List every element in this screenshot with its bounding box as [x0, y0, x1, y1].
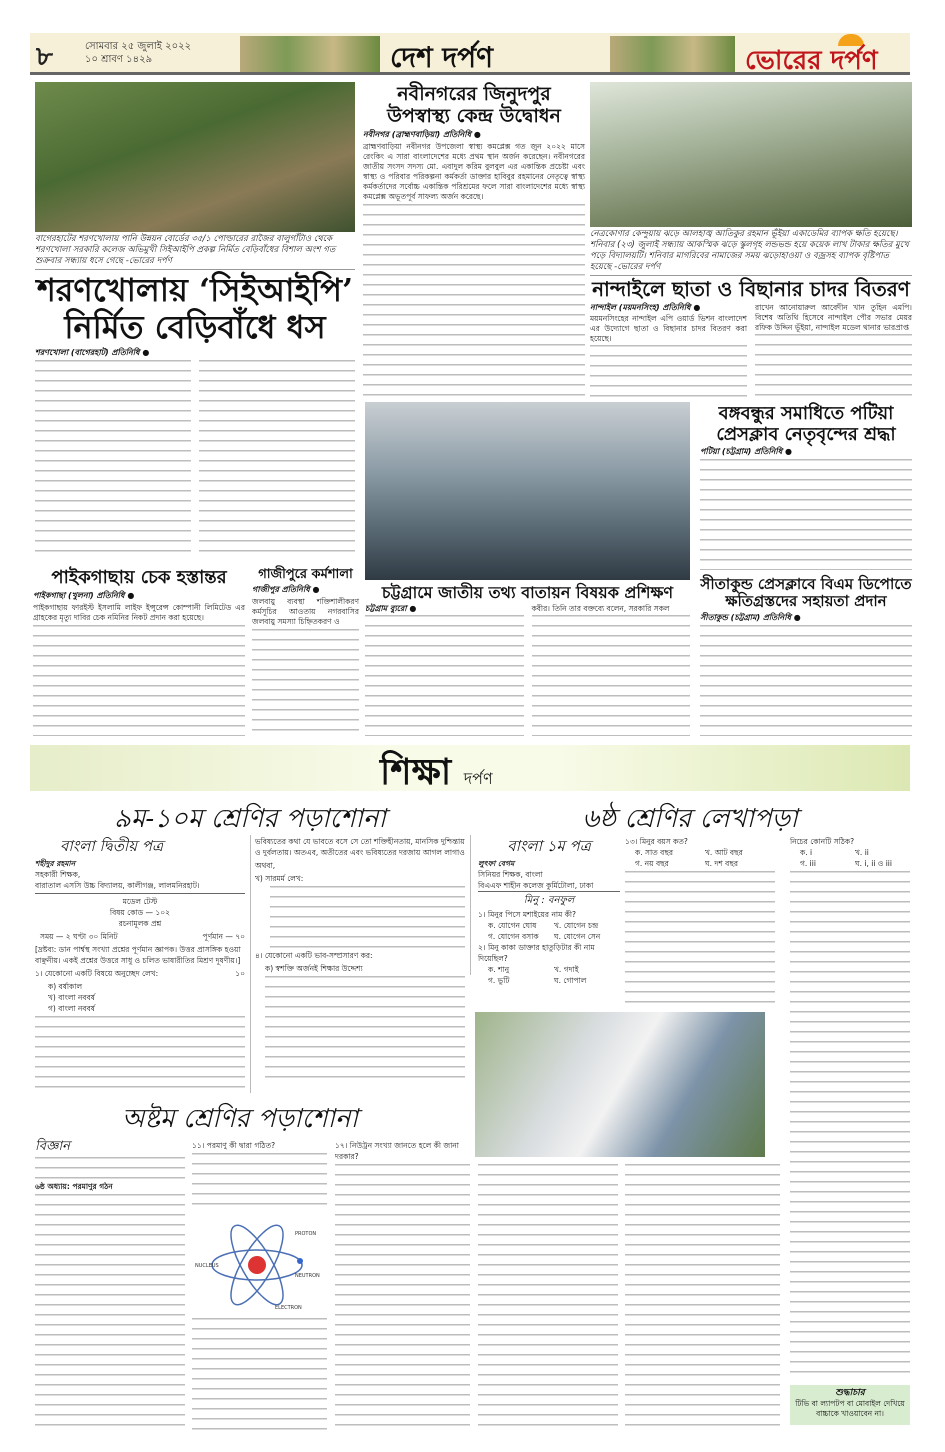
headline-patiya	[700, 404, 912, 445]
byline: শরণখোলা (বাগেরহাট) প্রতিনিধি ●	[35, 347, 150, 357]
class9-10-column-2	[255, 836, 465, 1086]
mcq-options	[478, 920, 620, 942]
option: খ) বাংলা নববর্ষ	[48, 993, 95, 1002]
question-text: ৪। যেকোনো একটি ভাব-সম্প্রসারণ কর:	[255, 951, 373, 960]
mcq-question: নিচের কোনটি সঠিক?	[790, 837, 855, 846]
article-nabinagar	[363, 84, 585, 396]
test-title: মডেল টেস্ট	[122, 897, 158, 906]
article-lead: কবীর। তিনি তার বক্তব্যে বলেন, সরকারি সকল	[531, 604, 670, 614]
article-sitakunda	[700, 576, 912, 736]
class6-column-1	[478, 836, 620, 1004]
article-patiya	[700, 404, 912, 570]
byline: পটিয়া (চট্টগ্রাম) প্রতিনিধি ●	[700, 447, 792, 457]
article-columns	[365, 604, 690, 736]
question-options	[35, 981, 245, 1014]
headline-line: নির্মিত বেড়িবাঁধে ধস	[64, 307, 326, 346]
full-marks: পূর্ণমান — ৭০	[202, 932, 245, 941]
question-marks: ১০	[235, 969, 245, 978]
article-body	[532, 615, 691, 736]
class8-column-3	[335, 1140, 470, 1430]
label-electron: ELECTRON	[275, 1305, 302, 1311]
headline-sitakunda	[700, 576, 912, 611]
class6-column-3	[790, 836, 910, 1378]
atom-diagram	[195, 1215, 325, 1315]
subject-title: বাংলা ১ম পত্র	[507, 837, 591, 855]
headline-line: শরণখোলায় ‘সিইআইপি’	[36, 271, 354, 309]
option: গ. যোগেন বসাক	[488, 932, 539, 941]
headline-line: বঙ্গবন্ধুর সমাধিতে পটিয়া	[718, 403, 894, 424]
page-number: ৮	[36, 42, 53, 72]
class8-column-2	[192, 1140, 327, 1212]
article-nandail	[590, 82, 912, 398]
nucleus	[248, 1256, 266, 1274]
caption-text: বাগেরহাটের শরণখোলায় পানি উন্নয়ন বোর্ডের ৩৫/১ পোল্ডারের রাজৈর বালুগাঁটাও থেকে শরণখোলা সরকারি কলেজ অভিমুখী সিইআইপি প্রকল্প নির্মিত বেড়িবাঁধের বিশাল অংশ গত শুক্রবার সন্ধ্যায় ধসে গেছে	[35, 234, 336, 266]
article-columns	[35, 360, 355, 560]
mcq-body	[335, 1164, 470, 1430]
option: ঘ. দশ বছর	[705, 859, 739, 868]
newspaper-logo: ভোরের দর্পণ	[745, 46, 878, 76]
instructions: [দ্রষ্টব্য: ডান পার্শ্বস্থ সংখ্যা প্রশ্নের পূর্ণমান জ্ঞাপক। উত্তর প্রাসঙ্গিক হওয়া বাঞ্ছনীয়। একই প্রশ্নের উত্তরে সাধু ও চলিত ভাষারীতির মিশ্রণ দূষণীয়।]	[35, 945, 241, 965]
author-block	[478, 858, 620, 892]
article-body	[365, 615, 524, 736]
section-title: দেশ দর্পণ	[390, 41, 494, 74]
article-lead: ব্রাহ্মণবাড়িয়া নবীনগর উপজেলা স্বাস্থ্য কমপ্লেক্স গত জুন ২০২২ মাসে রেংকিং এ সারা বাংলাদেশের মধ্যে প্রথম স্থান অর্জন করেছেন। নবীনগরের জাতীয় সংসদ সদস্য মো. এবাদুল করিম বুলবুল এর একান্তিক প্রচেষ্টা এবং স্বাস্থ্য ও পরিবার পরিকল্পনা কর্মকর্তা ডাক্তার হাবিবুর রহমানের নেতৃত্বে স্বাস্থ্য কর্মকর্তাদের সর্বোচ্চ একান্তিক পরিশ্রমের ফলে সারা বাংলাদেশের মধ্যে স্বাস্থ্য কমপ্লেক্স অভূতপূর্ব সাফল্য অর্জন করেছে।	[363, 141, 585, 201]
mcq-question: ২। মিনু কাকা ডাক্তার হাতুড়িটার কী নাম দিয়েছিল?	[478, 943, 595, 963]
photo-caption	[590, 229, 912, 276]
time-marks	[35, 931, 245, 942]
article-column	[755, 303, 912, 398]
article-body	[590, 345, 747, 398]
mcq-question: ১। মিনুর পিসে মশাইয়ের নাম কী?	[478, 910, 577, 919]
label-neutron: NEUTRON	[295, 1273, 320, 1279]
article-column	[590, 303, 747, 398]
byline: চট্টগ্রাম ব্যুরো ●	[365, 604, 417, 614]
subject-code: বিষয় কোড — ১০২	[109, 908, 171, 917]
headline-sharankhola	[35, 272, 355, 346]
mcq-options	[478, 964, 620, 986]
article-column	[365, 604, 524, 736]
answer-text: ভবিষ্যতের কথা যে ভাবতে বসে সে তো শক্তিহীনতায়, মানসিক দুশ্চিন্তায় ও দুর্বলতায়। অতএব, অতীতের এবং ভবিষ্যতের দরজায় আগল লাগাও	[255, 837, 465, 857]
headline-line: ক্ষতিগ্রস্তদের সহায়তা প্রদান	[725, 592, 887, 611]
mcq-body	[478, 1164, 618, 1430]
byline: গাজীপুর প্রতিনিধি ●	[252, 584, 320, 594]
time: সময় — ২ ঘণ্টা ৩০ মিনিট	[40, 932, 118, 941]
date-gregorian: সোমবার ২৫ জুলাই ২০২২	[85, 41, 192, 52]
option: ক. i	[800, 848, 813, 857]
mcq-list	[625, 836, 775, 869]
article-gazipur	[252, 568, 359, 736]
class8-column-1	[35, 1138, 185, 1430]
article-body	[252, 629, 359, 736]
option: খ. আট বছর	[705, 848, 743, 857]
option: গ) বাংলা নববর্ষ	[48, 1004, 95, 1013]
mcq-body	[192, 1153, 327, 1212]
question-1	[35, 968, 245, 979]
article-paikgachha	[33, 568, 245, 736]
option: গ. iii	[800, 859, 816, 868]
article-body	[755, 334, 912, 398]
article-body	[33, 625, 245, 736]
article-body	[700, 459, 912, 570]
question-text: ১৭। নিউট্রন সংখ্যা জানতে হলে কী জানা দরকার?	[335, 1141, 459, 1161]
mcq-body	[625, 871, 775, 1006]
heading-class6: ৬ষ্ঠ শ্রেণির লেখাপড়া	[582, 804, 798, 834]
photo-caption	[35, 234, 355, 270]
headline-paikgachha: পাইকগাছায় চেক হস্তান্তর	[51, 567, 227, 588]
banner-sub: দর্পণ	[463, 769, 493, 788]
headline-gazipur: গাজীপুরে কর্মশালা	[258, 567, 353, 582]
subject-title: বাংলা দ্বিতীয় পত্র	[60, 837, 164, 855]
option: গ. নয় বছর	[635, 859, 669, 868]
caption-credit: -ভোরের দর্পণ	[614, 262, 661, 272]
date-line	[85, 40, 191, 66]
headline-line: সীতাকুন্ড প্রেসক্লাবে বিএম ডিপোতে	[700, 575, 912, 593]
article-columns	[590, 303, 912, 398]
author-name: লুৎফা বেগম	[478, 859, 515, 868]
column-divider	[470, 835, 471, 975]
electron	[297, 1258, 303, 1264]
or-label: অথবা,	[255, 861, 276, 870]
training-photo	[365, 402, 690, 580]
netrokona-photo	[590, 82, 912, 227]
heading-class8: অষ্টম শ্রেণির পড়াশোনা	[121, 1104, 359, 1134]
article-body	[700, 625, 912, 737]
headline-nandail: নান্দাইলে ছাতা ও বিছানার চাদর বিতরণ	[592, 277, 910, 301]
test-header	[35, 896, 245, 929]
article-lead: রাখেন আনোয়ারুল আবেদীন খান তুহিন এমপি। বিশেষ অতিথি হিসেবে নান্দাইল পৌর সভার মেয়র রফিক উদ্দিন ভূঁইয়া, নান্দাইল মডেল থানার ভারপ্রাপ্ত	[755, 303, 912, 332]
question-text: ১১। পরমাণু কী দ্বারা গঠিত?	[192, 1141, 276, 1150]
option: গ. ভুটি	[488, 976, 510, 985]
headline-chattogram: চট্টগ্রামে জাতীয় তথ্য বাতায়ন বিষয়ক প্রশিক্ষণ	[381, 583, 674, 602]
headline-line: প্রেসক্লাব নেতৃবৃন্দের শ্রদ্ধা	[716, 423, 896, 445]
author-role: সহকারী শিক্ষক,	[35, 870, 81, 879]
mcq-body	[790, 871, 910, 1378]
article-lead: পাইকগাছায় ফারইস্ট ইসলামি লাইফ ইন্সুরেন্স কোম্পানী লিমিটেড এর গ্রাহকের মৃত্যু দাবির চেক নমিনির নিকট প্রদান করা হয়েছে।	[33, 602, 245, 622]
author-block	[35, 858, 245, 894]
caption-credit: -ভোরের দর্পণ	[125, 256, 172, 266]
byline: নবীনগর (ব্রাহ্মণবাড়িয়া) প্রতিনিধি ●	[363, 129, 481, 139]
article-body	[199, 360, 355, 560]
author-block	[35, 1157, 185, 1179]
column-divider	[250, 835, 251, 1093]
option: খ. যোগেন চন্দ্র	[554, 921, 599, 930]
byline: সীতাকুন্ড (চট্টগ্রাম) প্রতিনিধি ●	[700, 612, 801, 622]
option: ক. সাত বছর	[635, 848, 674, 857]
option: ক) বর্ষাকাল	[48, 982, 83, 991]
option: খ. গদাই	[554, 965, 579, 974]
author-school: বারাতাল এসসি উচ্চ বিদ্যালয়, কালীগঞ্জ, লালমনিরহাট।	[35, 881, 200, 890]
header-photo-strip	[610, 36, 735, 72]
author-role: সিনিয়র শিক্ষক, বাংলা	[478, 870, 543, 879]
mcq-body	[192, 1318, 327, 1430]
option: ঘ. গোপাল	[554, 976, 587, 985]
option: ক. যোগেন ঘোষ	[488, 921, 537, 930]
label-proton: PROTON	[295, 1231, 317, 1237]
article-lead: ময়মনসিংহের নান্দাইল এপি ওয়ার্ড ভিশন বাংলাদেশ এর উদ্যোগে ছাতা ও বিছানার চাদর বিতরণ করা হয়েছে।	[590, 314, 747, 343]
article-body	[363, 204, 585, 396]
article-chattogram	[365, 584, 690, 736]
option: ক. শানু	[488, 965, 510, 974]
chapter-title: ৬ষ্ঠ অধ্যায়: পরমাণুর গঠন	[35, 1182, 113, 1191]
date-bangla: ১০ শ্রাবণ ১৪২৯	[85, 54, 153, 65]
label-nucleus: NUCLEUS	[195, 1263, 219, 1269]
option: ঘ. i, ii ও iii	[855, 859, 892, 868]
option: খ. ii	[855, 848, 869, 857]
byline: পাইকগাছা (খুলনা) প্রতিনিধি ●	[33, 590, 135, 600]
mcq-body	[625, 1164, 780, 1430]
banner-main: শিক্ষা	[380, 751, 452, 793]
question-body	[35, 1016, 245, 1092]
mcq-body	[35, 1194, 185, 1430]
students-photo	[475, 1012, 765, 1157]
class6-column-2	[625, 836, 775, 1006]
header-photo-strip	[240, 36, 380, 72]
article-column	[532, 604, 691, 736]
author-school: বিএএফ শাহীন কলেজ কুর্মিটোলা, ঢাকা	[478, 881, 594, 890]
article-body	[35, 360, 191, 560]
tip-box	[790, 1385, 910, 1425]
story-title: মিনু : বনফুল	[523, 895, 575, 906]
education-banner-title	[380, 745, 493, 805]
article-sharankhola	[35, 82, 355, 560]
subject-title: বিজ্ঞান	[35, 1139, 70, 1154]
tip-title: শুদ্ধাচার	[835, 1388, 865, 1398]
mcq-options	[790, 847, 910, 869]
article-lead: জলবায়ু ব্যবস্থা শক্তিশালীকরণ কর্মসূচির আওতায় নগরবাসির জলবায়ু সমস্যা চিহ্নিতকরণ ও	[252, 596, 359, 626]
class9-10-column-1	[35, 836, 245, 1092]
poem-text	[270, 886, 465, 948]
mcq-question: ১৩। মিনুর বয়স কত?	[625, 837, 688, 846]
heading-class9-10: ৯ম-১০ম শ্রেণির পড়াশোনা	[114, 804, 386, 834]
mcq-list	[478, 909, 620, 986]
headline-nabinagar: নবীনগরের জিনুদপুর উপস্বাস্থ্য কেন্দ্র উদ্বোধন	[387, 83, 561, 127]
byline: নান্দাইল (ময়মনসিংহ) প্রতিনিধি ●	[590, 303, 701, 312]
mcq-list	[790, 836, 910, 869]
question-text: ১। যেকোনো একটি বিষয়ে অনুচ্ছেদ লেখ:	[35, 969, 159, 978]
caption-text: নেত্রকোণার কেন্দুয়ায় ঝড়ে আলহাজ্ব আতিকুর রহমান ভূঁইয়া একাডেমির ব্যাপক ক্ষতি হয়েছে। শনিবার (২৩) জুলাই সন্ধ্যায় আকস্মিক ঝড়ে স্কুলগৃহ লন্ডভন্ড হয়ে কয়েক লাখ টাকার ক্ষতির মুখে পড়ে বিদ্যালয়টি। শনিবার মাগরিবের নামাজের সময় ঝড়োহাওয়া ও বজ্রসহ ব্যাপক বৃষ্টিপাত হয়েছে	[590, 229, 909, 272]
question-option: ক) স্বশক্তি অর্জনই শিক্ষার উদ্দেশ্য	[265, 964, 363, 973]
question-body	[265, 976, 465, 1086]
tip-text: টিভি বা ল্যাপটপ বা মোবাইল দেখিয়ে বাচ্চাকে খাওয়াবেন না।	[795, 1399, 905, 1418]
author-name: শহীদুর রহমান	[35, 859, 76, 868]
sharankhola-photo	[35, 82, 355, 232]
option: ঘ. যোগেন সেন	[554, 932, 601, 941]
mcq-options	[625, 847, 775, 869]
question-type: রচনামূলক প্রশ্ন	[118, 919, 162, 928]
question-text: খ) সারমর্ম লেখ:	[255, 874, 304, 883]
